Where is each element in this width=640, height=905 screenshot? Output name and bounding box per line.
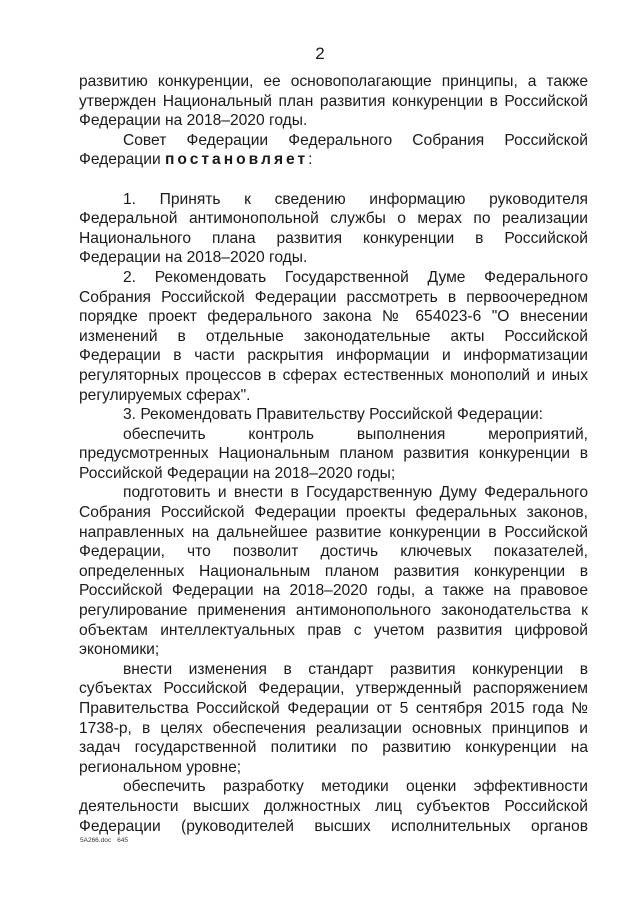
document-body bbox=[79, 72, 588, 836]
footer-doc-number: 645 bbox=[117, 837, 128, 844]
page-number: 2 bbox=[315, 44, 325, 63]
paragraph-item-3: 3. Рекомендовать Правительству Российской Федерации: bbox=[123, 406, 544, 424]
paragraph-item-2: 2. Рекомендовать Государственной Думе Федерального Собрания Российской Федерации рассмотреть в первоочередном порядке проект федерального закона № 654023-6 "О внесении изменений в отдельные законодательные акты Российской Федерации в части раскрытия информации и информатизации регуляторных процессов в сферах естественных монополий и иных регулируемых сферах". bbox=[79, 268, 588, 404]
resolution-keyword: постановляет bbox=[165, 151, 309, 169]
document-footer bbox=[80, 837, 128, 845]
resolution-colon: : bbox=[308, 151, 313, 169]
footer-doc-code: 5А266.doc bbox=[80, 837, 112, 844]
resolution-intro-text: Совет Федерации Федерального Собрания Российской Федерации bbox=[79, 131, 588, 169]
paragraph-resolution-intro bbox=[79, 131, 588, 170]
paragraph-item-1: 1. Принять к сведению информацию руководителя Федеральной антимонопольной службы о мерах по реализации Национального плана развития конкуренции в Российской Федерации на 2018–2020 годы. bbox=[79, 190, 588, 267]
paragraph-continuation: развитию конкуренции, ее основополагающие принципы, а также утвержден Национальный план развития конкуренции в Российской Федерации на 2018–2020 годы. bbox=[79, 73, 588, 130]
paragraph-item-3-laws: подготовить и внести в Государственную Думу Федерального Собрания Российской Федерации проекты федеральных законов, направленных на дальнейшее развитие конкуренции в Российской Федерации, что позволит достичь ключевых показателей, определенных Национальным планом развития конкуренции в Российской Федерации на 2018–2020 годы, а также на правовое регулирование применения антимонопольного законодательства к объектам интеллектуальных прав с учетом развития цифровой экономики; bbox=[79, 484, 588, 659]
paragraph-item-3-methodology: обеспечить разработку методики оценки эффективности деятельности высших должностных лиц субъектов Российской Федерации (руководителей высших исполнительных органов bbox=[79, 778, 588, 835]
paragraph-item-3-standard: внести изменения в стандарт развития конкуренции в субъектах Российской Федерации, утвержденный распоряжением Правительства Российской Федерации от 5 сентября 2015 года № 1738-р, в целях обеспечения реализации основных принципов и задач государственной политики по развитию конкуренции на региональном уровне; bbox=[79, 660, 588, 776]
blank-line bbox=[79, 170, 588, 190]
paragraph-item-3-control: обеспечить контроль выполнения мероприятий, предусмотренных Национальным планом развития конкуренции в Российской Федерации на 2018–2020 годы; bbox=[79, 425, 588, 482]
